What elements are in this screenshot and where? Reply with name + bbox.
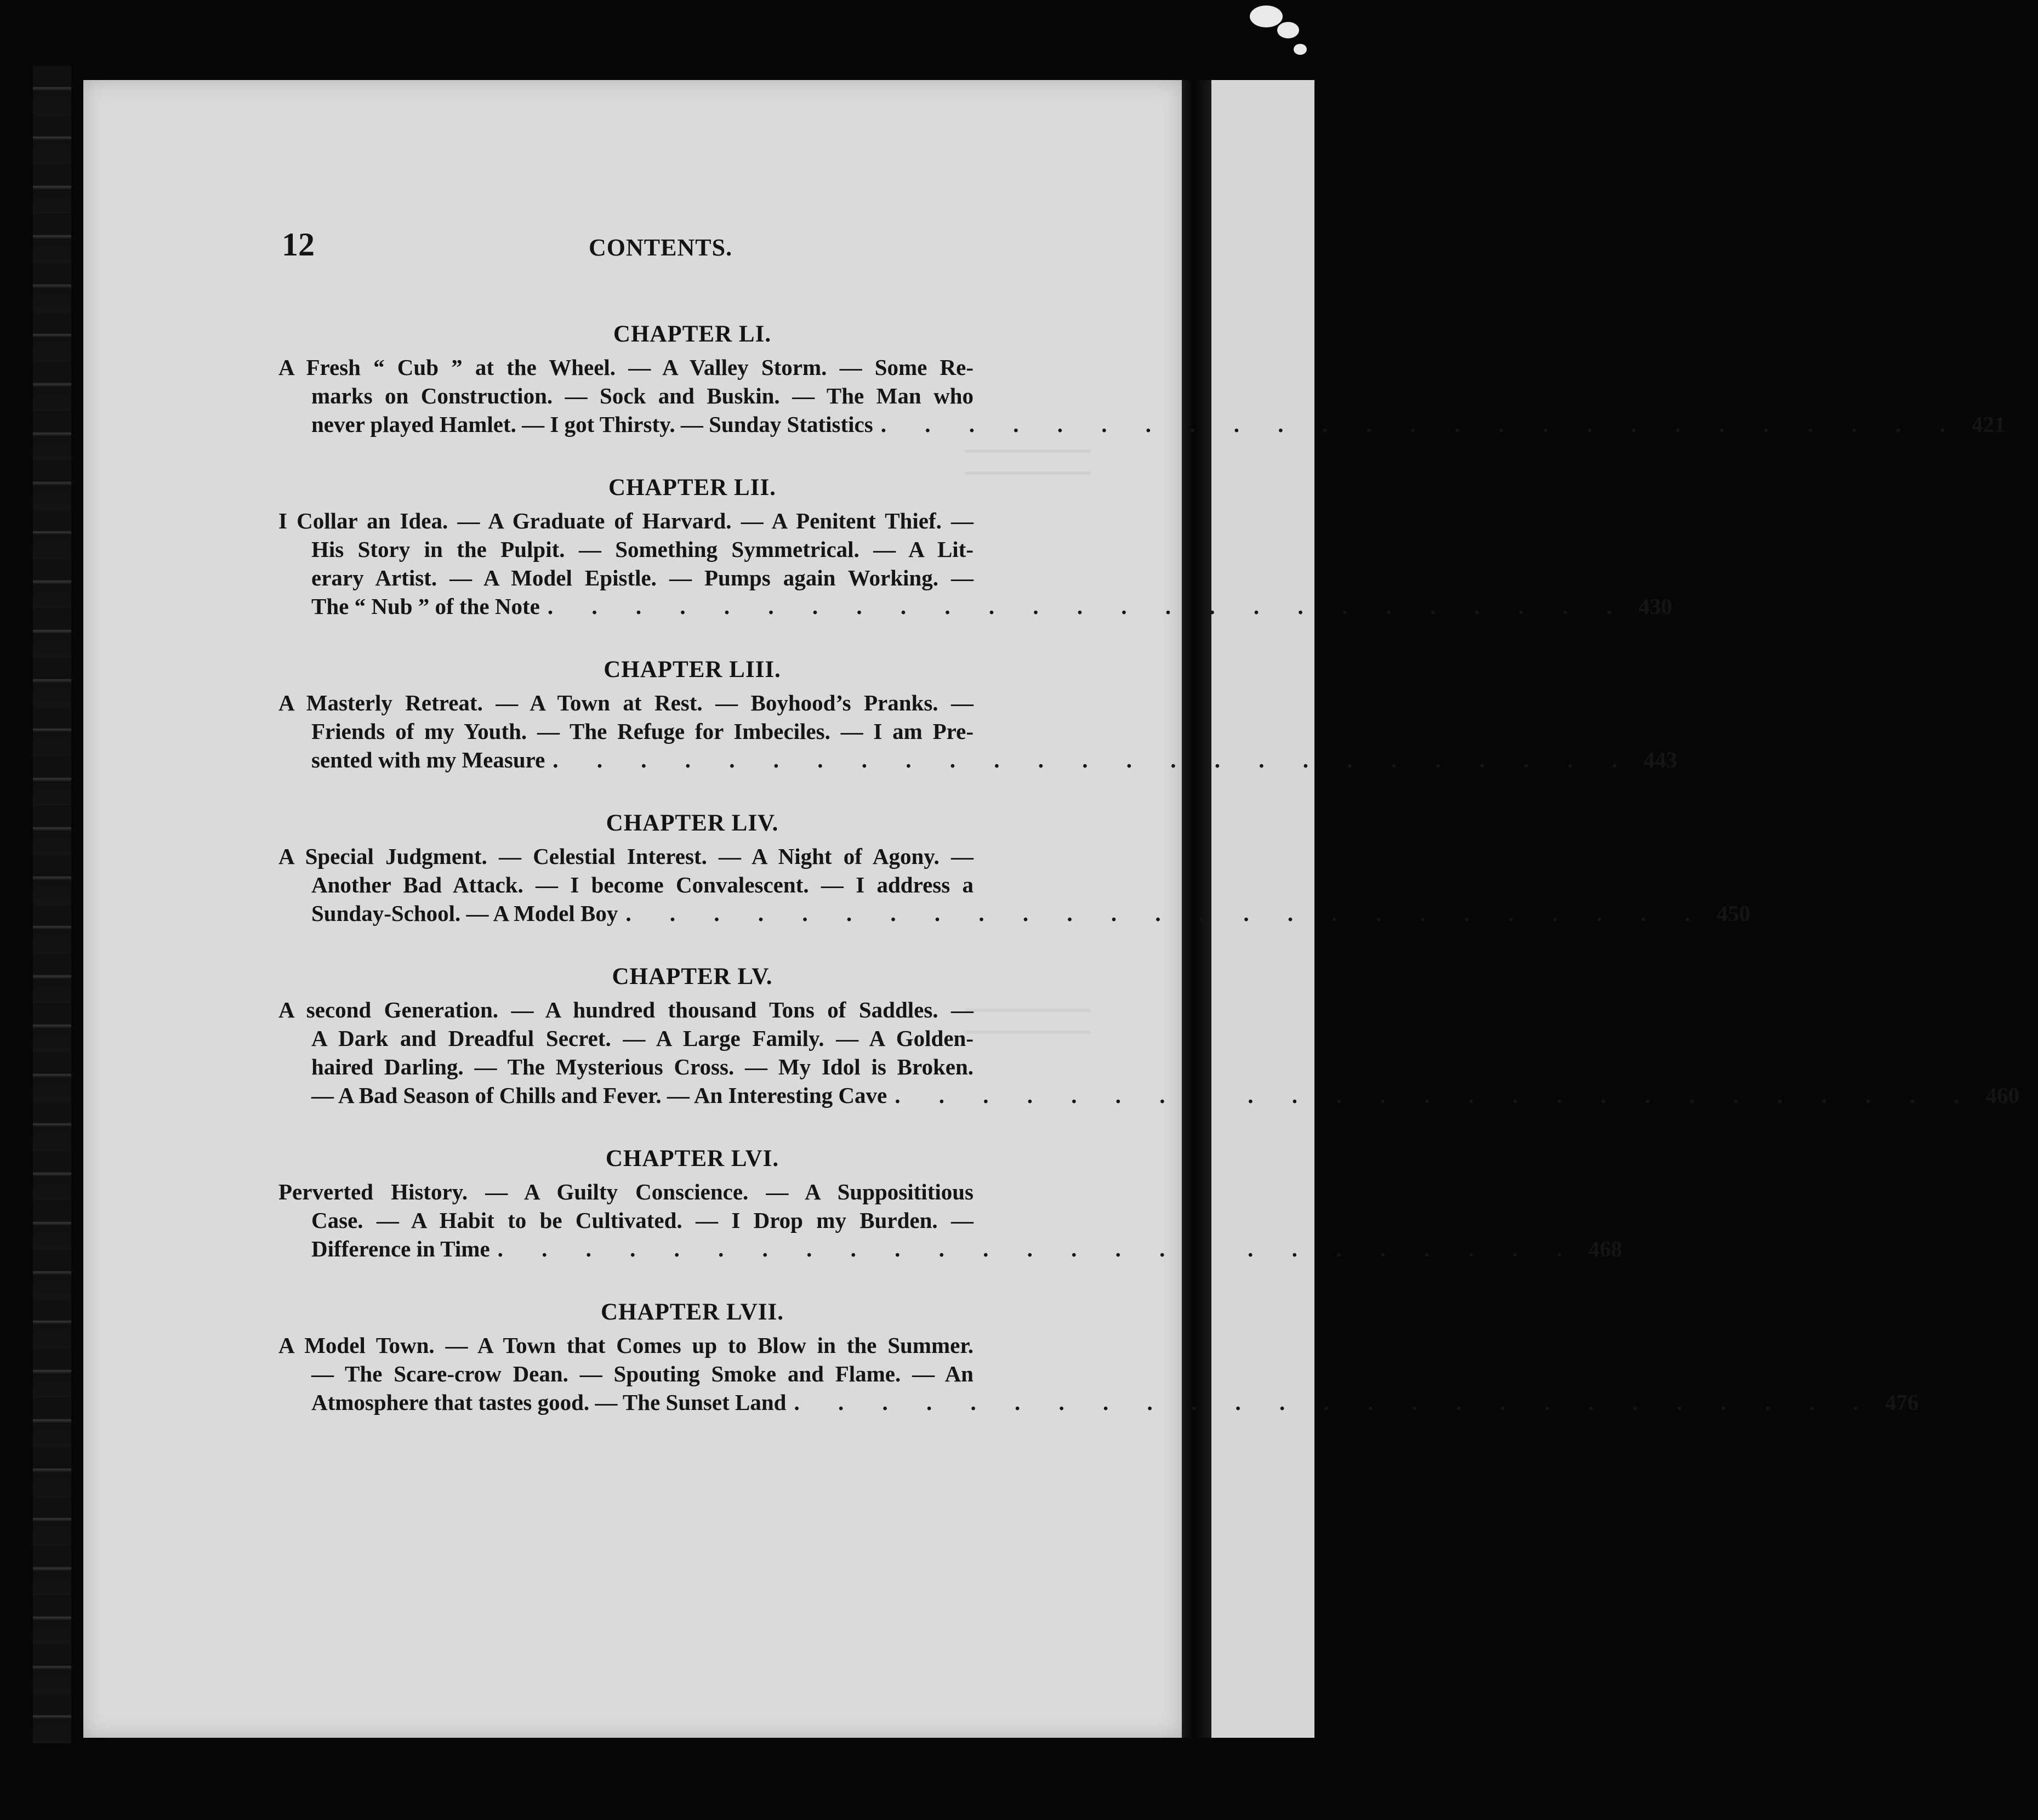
summary-line: — A Bad Season of Chills and Fever. — An Interesting Cave <box>311 1083 887 1108</box>
summary-last-line <box>278 1235 1623 1263</box>
chapter-entry <box>278 471 1672 621</box>
chapter-heading: CHAPTER LVI. <box>605 1146 779 1171</box>
summary-last-line <box>278 746 1678 774</box>
summary-line: Sunday-School. — A Model Boy <box>311 901 618 926</box>
chapter-heading: CHAPTER LV. <box>612 964 773 989</box>
summary-last-line <box>278 592 1672 621</box>
chapter-entry <box>278 1296 1919 1417</box>
summary-line: never played Hamlet. — I got Thirsty. — Sunday Statistics <box>311 412 873 437</box>
summary-line: I Collar an Idea. — A Graduate of Harvard. — A Penitent Thief. — <box>278 508 974 533</box>
summary-line: — The Scare-crow Dean. — Spouting Smoke and Flame. — An <box>311 1361 974 1386</box>
chapter-heading: CHAPTER LIII. <box>604 657 781 682</box>
chapter-entry <box>278 960 2019 1110</box>
chapter-summary <box>278 996 2019 1110</box>
chapter-entry <box>278 318 2006 439</box>
summary-line: A Model Town. — A Town that Comes up to Blow in the Summer. <box>278 1333 974 1358</box>
dot-leader: . . . . . . . . . . . . . . . . . . . . . . . . . <box>895 1083 1976 1108</box>
summary-line: Case. — A Habit to be Cultivated. — I Drop my Burden. — <box>311 1208 974 1233</box>
summary-line: erary Artist. — A Model Epistle. — Pumps again Working. — <box>311 565 974 590</box>
table-of-contents <box>278 318 2019 1449</box>
dot-leader: . . . . . . . . . . . . . . . . . . . . . . . . . <box>625 901 1707 926</box>
summary-line: marks on Construction. — Sock and Buskin. — The Man who <box>311 383 974 408</box>
summary-line: Perverted History. — A Guilty Conscience. — A Supposititious <box>278 1179 974 1204</box>
summary-line: A second Generation. — A hundred thousand Tons of Saddles. — <box>278 997 974 1022</box>
dot-leader: . . . . . . . . . . . . . . . . . . . . . . . . . <box>497 1236 1579 1261</box>
summary-line: A Dark and Dreadful Secret. — A Large Family. — A Golden- <box>311 1026 974 1051</box>
dot-leader: . . . . . . . . . . . . . . . . . . . . . . . . . <box>880 412 1962 437</box>
chapter-heading: CHAPTER LIV. <box>606 810 779 836</box>
page-reference: 443 <box>1643 747 1678 772</box>
summary-line: A Fresh “ Cub ” at the Wheel. — A Valley Storm. — Some Re- <box>278 355 974 380</box>
page-header <box>282 226 978 270</box>
page-reference: 460 <box>1985 1083 2019 1108</box>
chapter-summary <box>278 689 1678 774</box>
summary-last-line <box>278 899 1751 928</box>
chapter-summary <box>278 353 2006 439</box>
chapter-entry <box>278 1142 1623 1263</box>
page-reference: 450 <box>1716 901 1751 926</box>
summary-line: The “ Nub ” of the Note <box>311 594 540 619</box>
dot-leader: . . . . . . . . . . . . . . . . . . . . . . . . . <box>547 594 1629 619</box>
scan-speck <box>1294 44 1307 55</box>
summary-line: A Special Judgment. — Celestial Interest. — A Night of Agony. — <box>278 844 974 869</box>
chapter-summary <box>278 1178 1623 1263</box>
chapter-summary <box>278 842 1751 928</box>
chapter-entry <box>278 653 1678 774</box>
page-reference: 476 <box>1885 1390 1919 1415</box>
page-reference: 421 <box>1971 412 2006 437</box>
chapter-summary <box>278 507 1672 621</box>
chapter-heading: CHAPTER LVII. <box>601 1299 784 1325</box>
page-reference: 468 <box>1588 1236 1623 1261</box>
dot-leader: . . . . . . . . . . . . . . . . . . . . . . . . . <box>794 1390 1875 1415</box>
chapter-entry <box>278 807 1751 928</box>
summary-line: sented with my Measure <box>311 747 545 772</box>
summary-line: Atmosphere that tastes good. — The Sunset Land <box>311 1390 787 1415</box>
scan-speck <box>1277 22 1299 38</box>
summary-line: His Story in the Pulpit. — Something Symmetrical. — A Lit- <box>311 537 974 562</box>
summary-line: Friends of my Youth. — The Refuge for Imbeciles. — I am Pre- <box>311 719 974 744</box>
page-reference: 430 <box>1638 594 1672 619</box>
chapter-summary <box>278 1331 1919 1417</box>
summary-line: haired Darling. — The Mysterious Cross. — My Idol is Broken. <box>311 1054 974 1079</box>
dot-leader: . . . . . . . . . . . . . . . . . . . . . . . . . <box>553 747 1634 772</box>
chapter-heading: CHAPTER LI. <box>613 321 772 347</box>
summary-line: Difference in Time <box>311 1236 490 1261</box>
scan-left-edge <box>33 66 71 1743</box>
summary-line: Another Bad Attack. — I become Convalescent. — I address a <box>311 872 974 897</box>
summary-line: A Masterly Retreat. — A Town at Rest. — Boyhood’s Pranks. — <box>278 690 974 715</box>
chapter-heading: CHAPTER LII. <box>608 475 776 501</box>
page-number: 12 <box>282 226 315 263</box>
summary-last-line <box>278 410 2006 439</box>
summary-last-line <box>278 1081 2019 1110</box>
running-title: CONTENTS. <box>589 234 733 261</box>
scan-speck <box>1250 5 1283 27</box>
summary-last-line <box>278 1388 1919 1417</box>
